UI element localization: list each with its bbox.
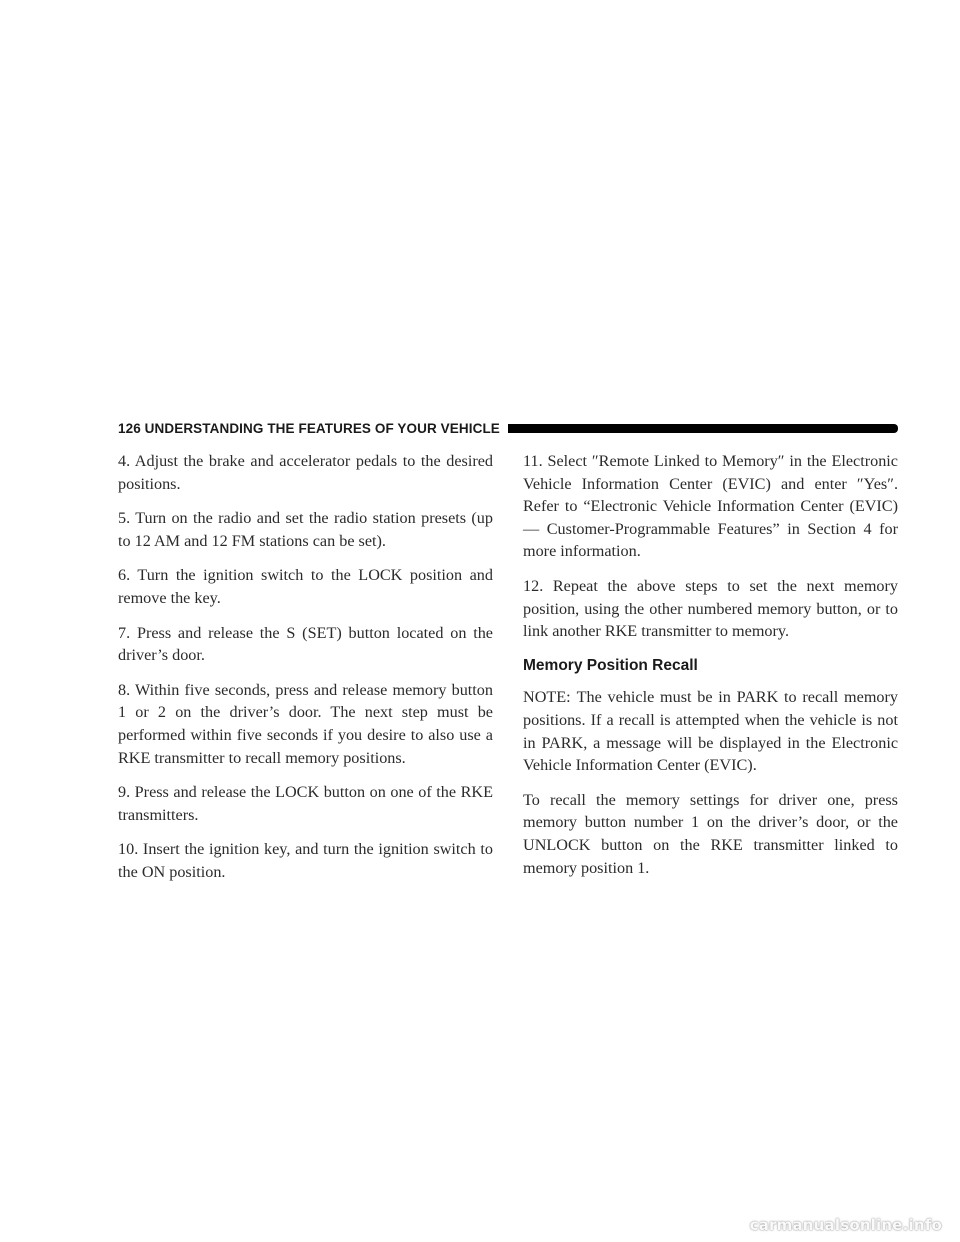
left-column — [118, 450, 493, 896]
step-6: 6. Turn the ignition switch to the LOCK position and remove the key. — [118, 566, 493, 607]
step-4: 4. Adjust the brake and accelerator pedals to the desired positions. — [118, 452, 493, 493]
step-10: 10. Insert the ignition key, and turn the ignition switch to the ON position. — [118, 840, 493, 881]
step-11: 11. Select ″Remote Linked to Memory″ in the Electronic Vehicle Information Center (EVIC) and enter ″Yes″. Refer to “Electronic Vehicle Information Center (EVIC) — Customer-Programmable Features” in Section 4 for more information. — [523, 452, 898, 561]
section-heading: Memory Position Recall — [523, 656, 698, 674]
step-7: 7. Press and release the S (SET) button located on the driver’s door. — [118, 623, 493, 665]
note-paragraph — [523, 686, 898, 776]
step-9: 9. Press and release the LOCK button on one of the RKE transmitters. — [118, 783, 493, 824]
site-watermark: carmanualsonline.info — [749, 1216, 942, 1234]
step-5: 5. Turn on the radio and set the radio station presets (up to 12 AM and 12 FM stations can be set). — [118, 509, 493, 550]
header-rule-bar — [508, 424, 898, 433]
recall-instructions: To recall the memory settings for driver one, press memory button number 1 on the driver’s door, or the UNLOCK button on the RKE transmitter linked to memory position 1. — [523, 790, 898, 877]
step-8: 8. Within five seconds, press and release memory button 1 or 2 on the driver’s door. The next step must be performed within five seconds if you desire to also use a RKE transmitter to recall memory positions. — [118, 680, 493, 767]
note-text: The vehicle must be in PARK to recall memory positions. If a recall is attempted when the vehicle is not in PARK, a message will be displayed in the Electronic Vehicle Information Center (EVIC). — [523, 688, 898, 775]
right-column — [523, 450, 898, 891]
page-header — [118, 418, 898, 438]
page-header-title: 126 UNDERSTANDING THE FEATURES OF YOUR VEHICLE — [118, 420, 500, 436]
note-label: NOTE: — [523, 688, 571, 707]
step-12: 12. Repeat the above steps to set the next memory position, using the other numbered memory button, or to link another RKE transmitter to memory. — [523, 576, 898, 641]
